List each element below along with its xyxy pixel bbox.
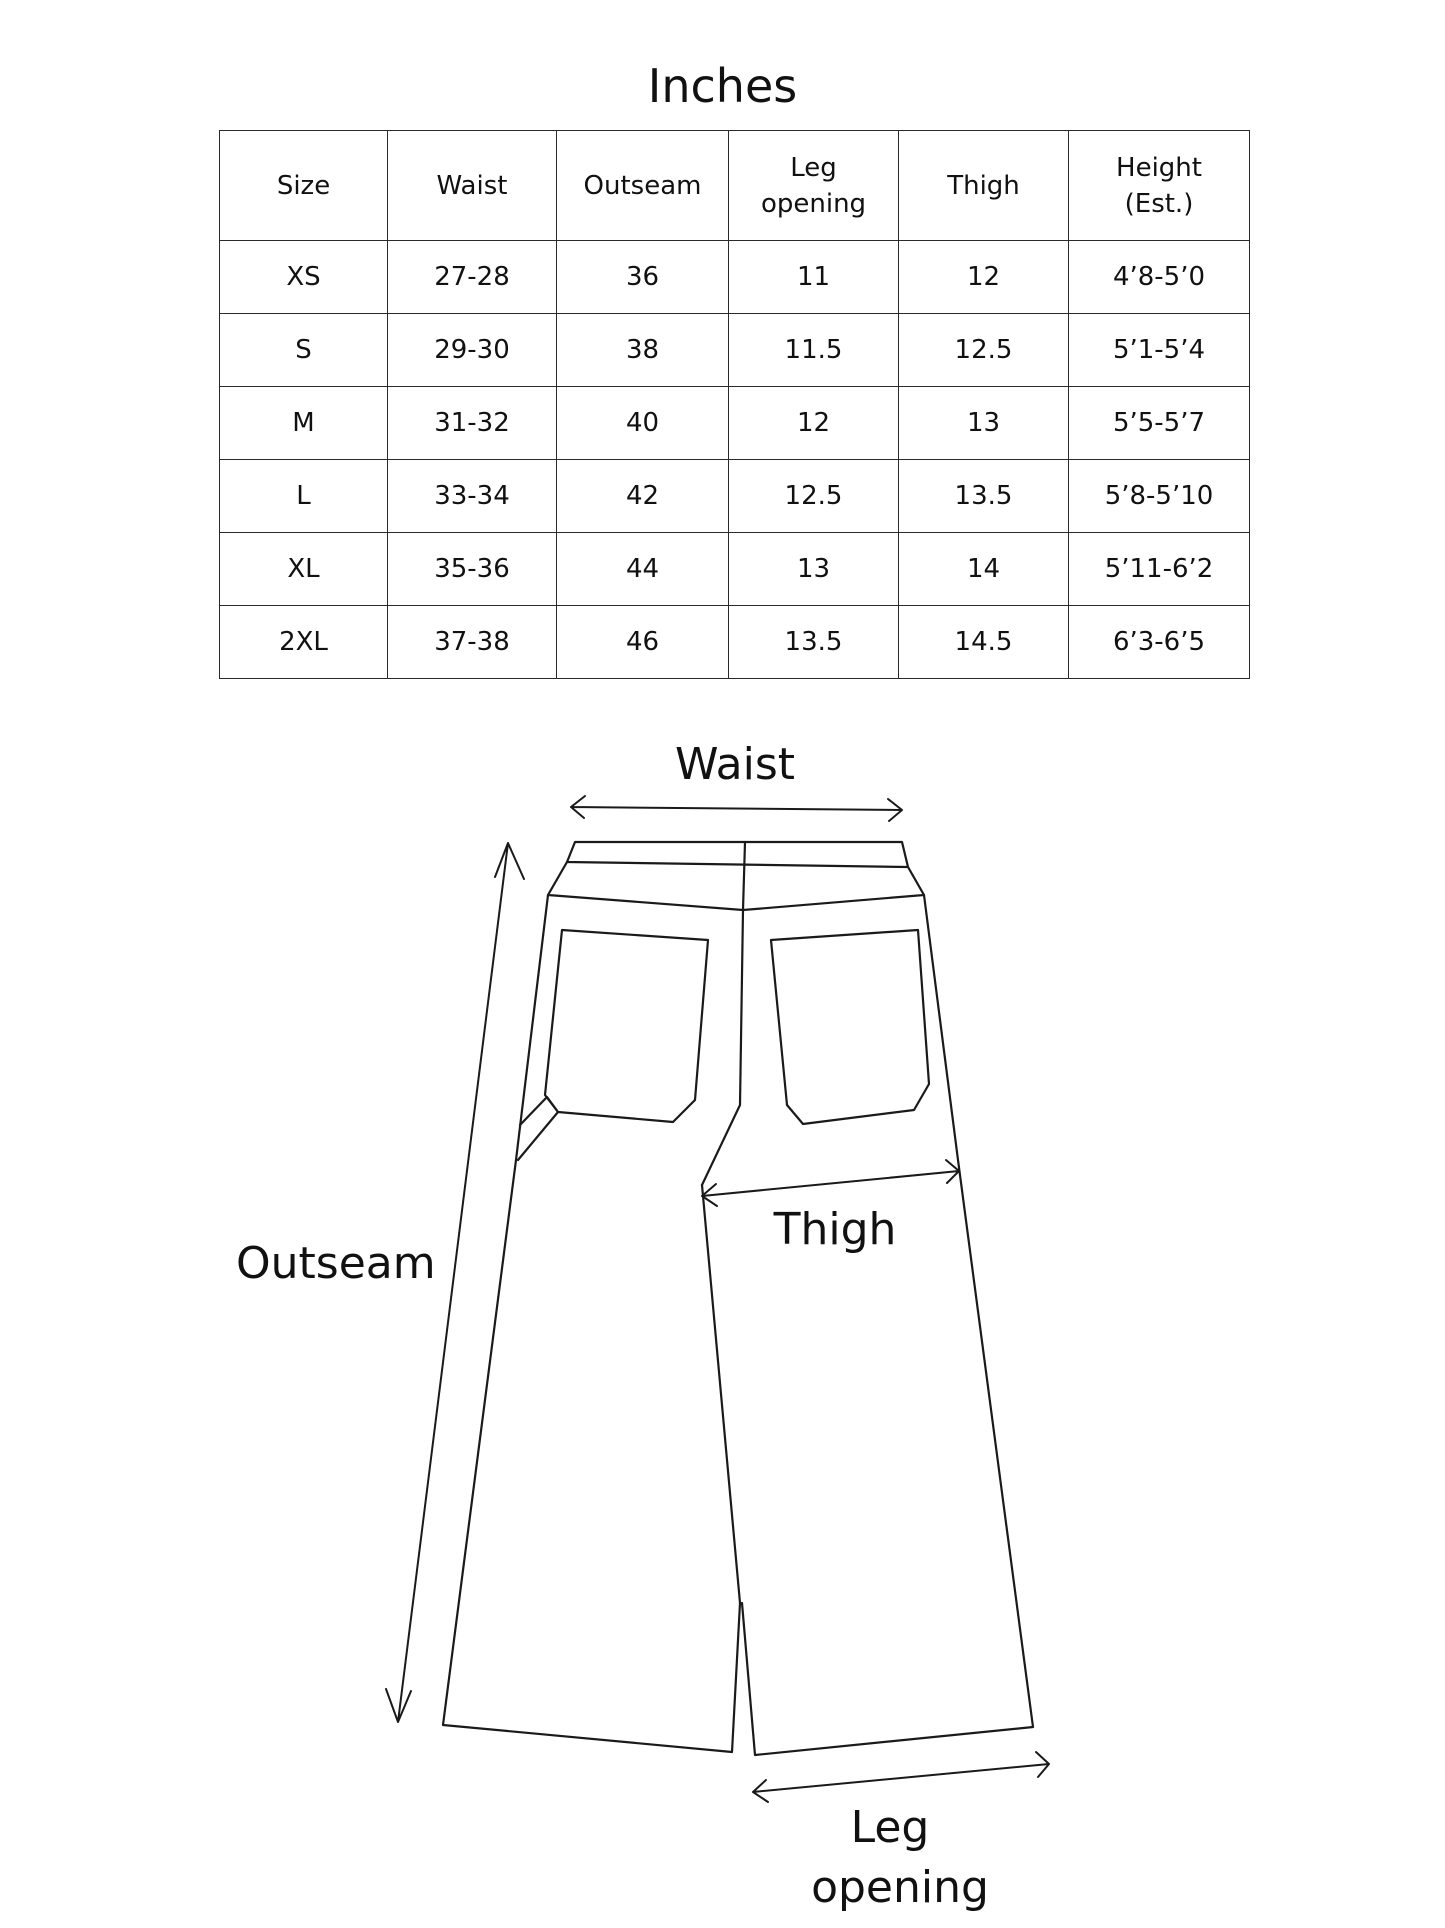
table-cell: 12: [899, 241, 1069, 314]
leg-opening-arrow: [753, 1752, 1049, 1802]
table-title: Inches: [647, 59, 798, 113]
table-cell: 33-34: [388, 460, 557, 533]
table-cell: 2XL: [220, 606, 388, 679]
table-cell: 5’11-6’2: [1069, 533, 1250, 606]
table-cell: XS: [220, 241, 388, 314]
inseam: [702, 1185, 740, 1603]
column-header: Size: [220, 131, 388, 241]
left-back-pocket: [545, 930, 708, 1122]
table-cell: 31-32: [388, 387, 557, 460]
table-cell: 13: [729, 533, 899, 606]
table-cell: 12.5: [899, 314, 1069, 387]
table-cell: 5’1-5’4: [1069, 314, 1250, 387]
leg-opening-label-line1: Leg: [850, 1802, 930, 1853]
waist-label: Waist: [674, 739, 796, 790]
left-leg: [443, 895, 740, 1752]
column-header: Waist: [388, 131, 557, 241]
column-header: Thigh: [899, 131, 1069, 241]
table-cell: L: [220, 460, 388, 533]
waist-arrow: [571, 796, 902, 821]
table-cell: 35-36: [388, 533, 557, 606]
table-cell: 14.5: [899, 606, 1069, 679]
right-back-pocket: [771, 930, 929, 1124]
table-cell: 44: [557, 533, 729, 606]
table-cell: 38: [557, 314, 729, 387]
table-cell: 46: [557, 606, 729, 679]
table-cell: 5’5-5’7: [1069, 387, 1250, 460]
table-cell: 13: [899, 387, 1069, 460]
table-cell: M: [220, 387, 388, 460]
thigh-arrow: [702, 1160, 959, 1206]
table-cell: 12.5: [729, 460, 899, 533]
pants-outline: [443, 842, 1033, 1755]
table-cell: 27-28: [388, 241, 557, 314]
table-cell: 13.5: [899, 460, 1069, 533]
table-cell: 11.5: [729, 314, 899, 387]
column-header: Leg opening: [729, 131, 899, 241]
center-seam: [702, 842, 745, 1185]
column-header: Outseam: [557, 131, 729, 241]
column-header: Height (Est.): [1069, 131, 1250, 241]
outseam-label: Outseam: [236, 1238, 436, 1289]
table-cell: 14: [899, 533, 1069, 606]
table-cell: XL: [220, 533, 388, 606]
leg-opening-label-line2: opening: [811, 1862, 989, 1913]
yoke: [548, 862, 924, 910]
table-cell: 37-38: [388, 606, 557, 679]
right-leg: [742, 895, 1033, 1755]
table-cell: 29-30: [388, 314, 557, 387]
table-cell: 13.5: [729, 606, 899, 679]
table-cell: 36: [557, 241, 729, 314]
table-cell: 12: [729, 387, 899, 460]
table-cell: S: [220, 314, 388, 387]
table-cell: 11: [729, 241, 899, 314]
table-cell: 4’8-5’0: [1069, 241, 1250, 314]
table-cell: 40: [557, 387, 729, 460]
waistband: [567, 842, 908, 867]
side-pocket-detail: [518, 1097, 558, 1160]
thigh-label: Thigh: [773, 1204, 897, 1255]
table-cell: 42: [557, 460, 729, 533]
measurement-arrows: [386, 796, 1049, 1802]
table-cell: 5’8-5’10: [1069, 460, 1250, 533]
table-cell: 6’3-6’5: [1069, 606, 1250, 679]
